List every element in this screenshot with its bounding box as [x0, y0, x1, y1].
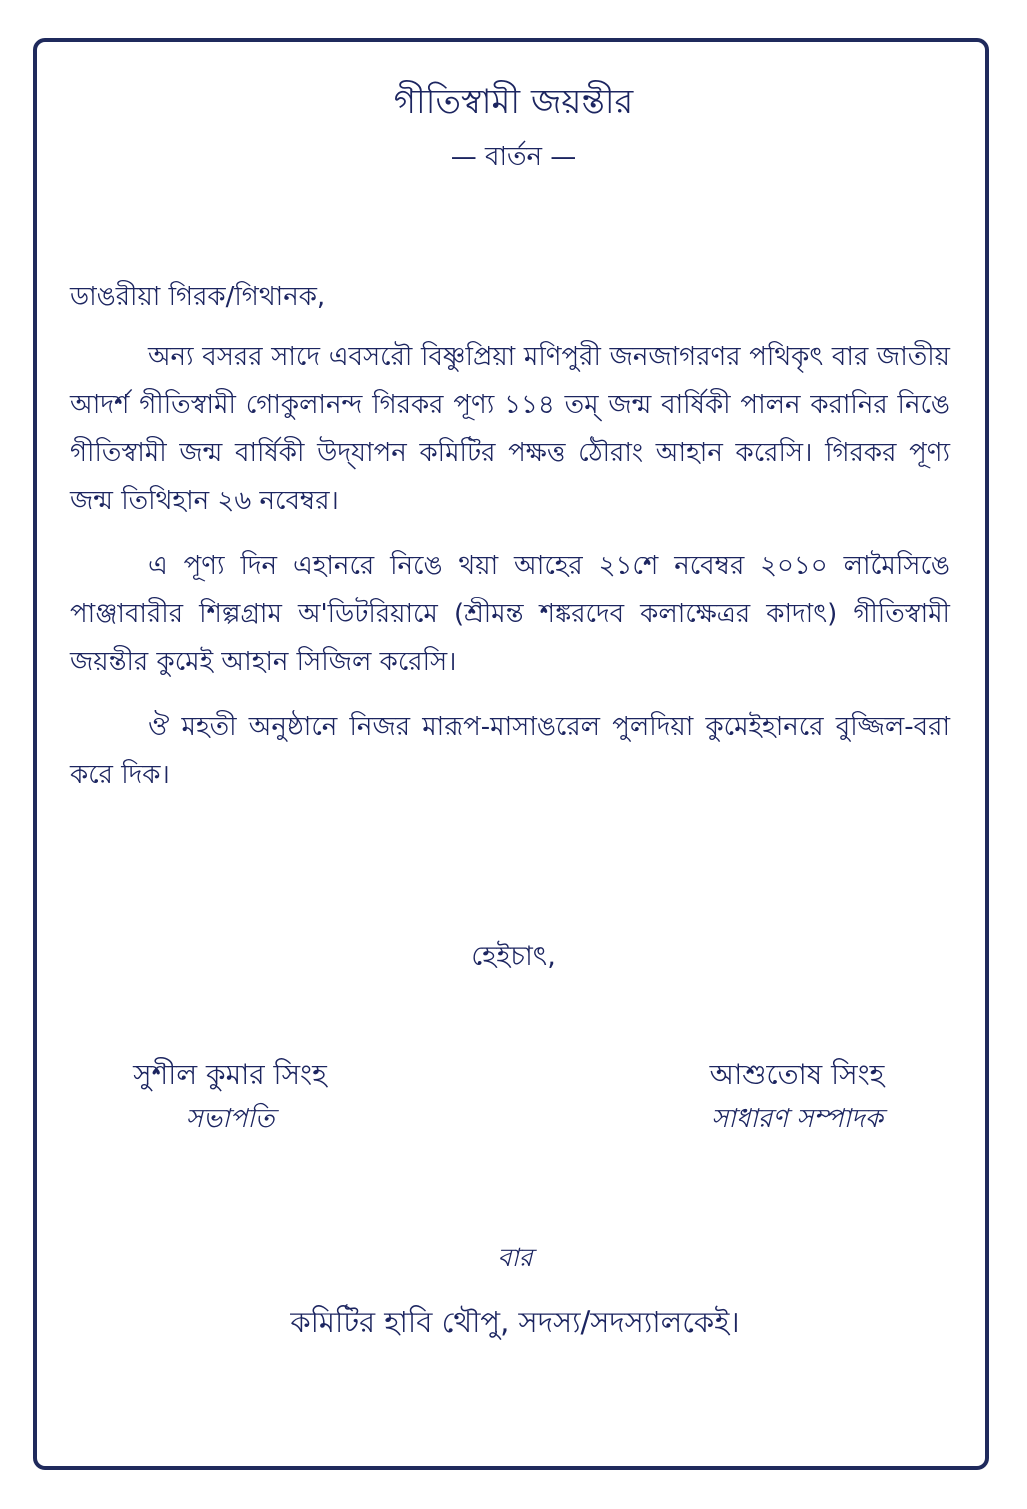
- footer-recipients: কমিটির হাবি থৌপু, সদস্য/সদস্যালকেই।: [290, 1305, 740, 1339]
- paragraph: ঔ মহতী অনুষ্ঠানে নিজর মারূপ-মাসাঙরেল পুলদিয়া কুমেইহানরে বুজ্জিল-বরা করে দিক।: [70, 712, 950, 790]
- document-subtitle: — বার্তন —: [450, 142, 577, 172]
- paragraph: অন্য বসরর সাদে এবসরৌ বিষ্ণুপ্রিয়া মণিপুরী জনজাগরণর পথিকৃৎ বার জাতীয় আদর্শ গীতিস্বামী গোকুলানন্দ গিরকর পূণ্য ১১৪ তম্ জন্ম বার্ষিকী পালন করানির নিঙে গীতিস্বামী জন্ম বার্ষিকী উদ্‌যাপন কমিটির পক্ষত্ত ঠৌরাং আহান করেসি। গিরকর পূণ্য জন্ম তিথিহান ২৬ নবেম্বর।: [70, 342, 950, 516]
- signatory-president: [60, 1053, 400, 1141]
- signatory-name: আশুতোষ সিংহ: [709, 1058, 885, 1091]
- footer-by: বার: [497, 1243, 533, 1272]
- signatory-secretary: [627, 1053, 967, 1141]
- document-title: গীতিস্বামী জয়ন্তীর: [393, 82, 634, 122]
- signatory-name: সুশীল কুমার সিংহ: [133, 1058, 327, 1091]
- paragraph: এ পূণ্য দিন এহানরে নিঙে থয়া আহের ২১শে নবেম্বর ২০১০ লামৈসিঙে পাঞ্জাবারীর শিল্পগ্রাম অ'ডিটরিয়ামে (শ্রীমন্ত শঙ্করদেব কলাক্ষেত্রর কাদাৎ) গীতিস্বামী জয়ন্তীর কুমেই আহান সিজিল করেসি।: [70, 551, 950, 677]
- salutation: ডাঙরীয়া গিরক/গিথানক,: [70, 282, 326, 312]
- closing: হেইচাৎ,: [471, 941, 556, 972]
- signatory-role: সাধারণ সম্পাদক: [711, 1104, 883, 1134]
- letter-body: [70, 333, 950, 816]
- signatory-role: সভাপতি: [185, 1104, 275, 1134]
